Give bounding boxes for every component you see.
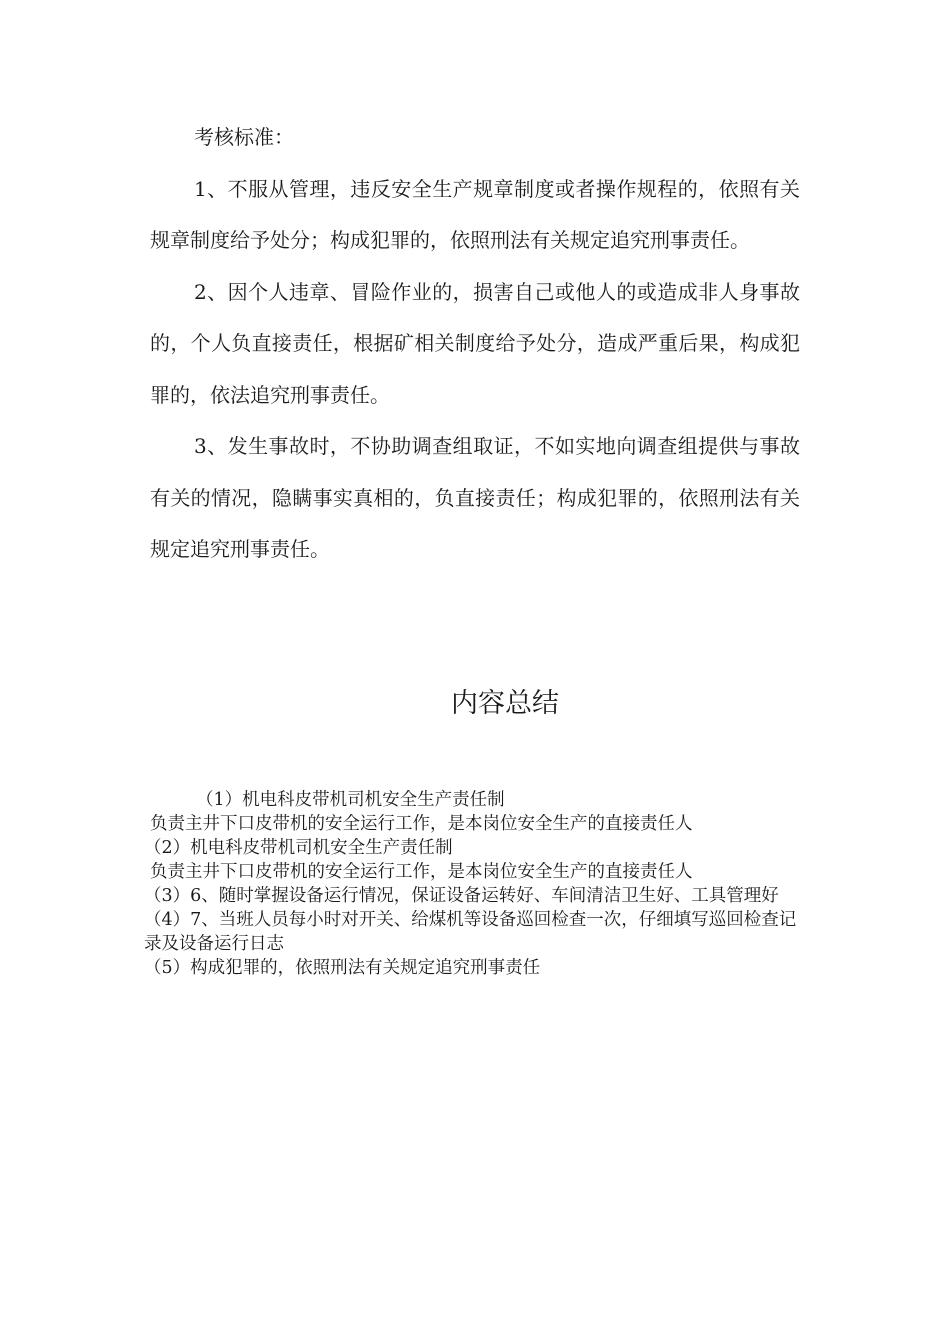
summary-line-4: 负责主井下口皮带机的安全运行工作，是本岗位安全生产的直接责任人 xyxy=(150,862,693,882)
assessment-standards-section xyxy=(150,112,800,576)
summary-section xyxy=(144,788,800,980)
standards-item-1: 1、不服从管理，违反安全生产规章制度或者操作规程的，依照有关规章制度给予处分；构成犯罪的，依照刑法有关规定追究刑事责任。 xyxy=(150,176,800,252)
summary-line-7: （5）构成犯罪的，依照刑法有关规定追究刑事责任 xyxy=(144,958,541,978)
summary-line-1: （1）机电科皮带机司机安全生产责任制 xyxy=(196,790,505,810)
standards-title: 考核标准： xyxy=(194,125,294,149)
standards-item-2: 2、因个人违章、冒险作业的，损害自己或他人的或造成非人身事故的，个人负直接责任，根据矿相关制度给予处分，造成严重后果，构成犯罪的，依法追究刑事责任。 xyxy=(150,279,800,407)
summary-line-3: （2）机电科皮带机司机安全生产责任制 xyxy=(144,838,453,858)
summary-line-6: （4）7、当班人员每小时对开关、给煤机等设备巡回检查一次，仔细填写巡回检查记录及设备运行日志 xyxy=(144,910,797,954)
summary-line-2: 负责主井下口皮带机的安全运行工作，是本岗位安全生产的直接责任人 xyxy=(150,814,693,834)
standards-item-3: 3、发生事故时，不协助调查组取证，不如实地向调查组提供与事故有关的情况，隐瞒事实真相的，负直接责任；构成犯罪的，依照刑法有关规定追究刑事责任。 xyxy=(150,434,800,561)
summary-heading: 内容总结 xyxy=(451,688,559,719)
summary-line-5: （3）6、随时掌握设备运行情况，保证设备运转好、车间清洁卫生好、工具管理好 xyxy=(144,886,779,906)
